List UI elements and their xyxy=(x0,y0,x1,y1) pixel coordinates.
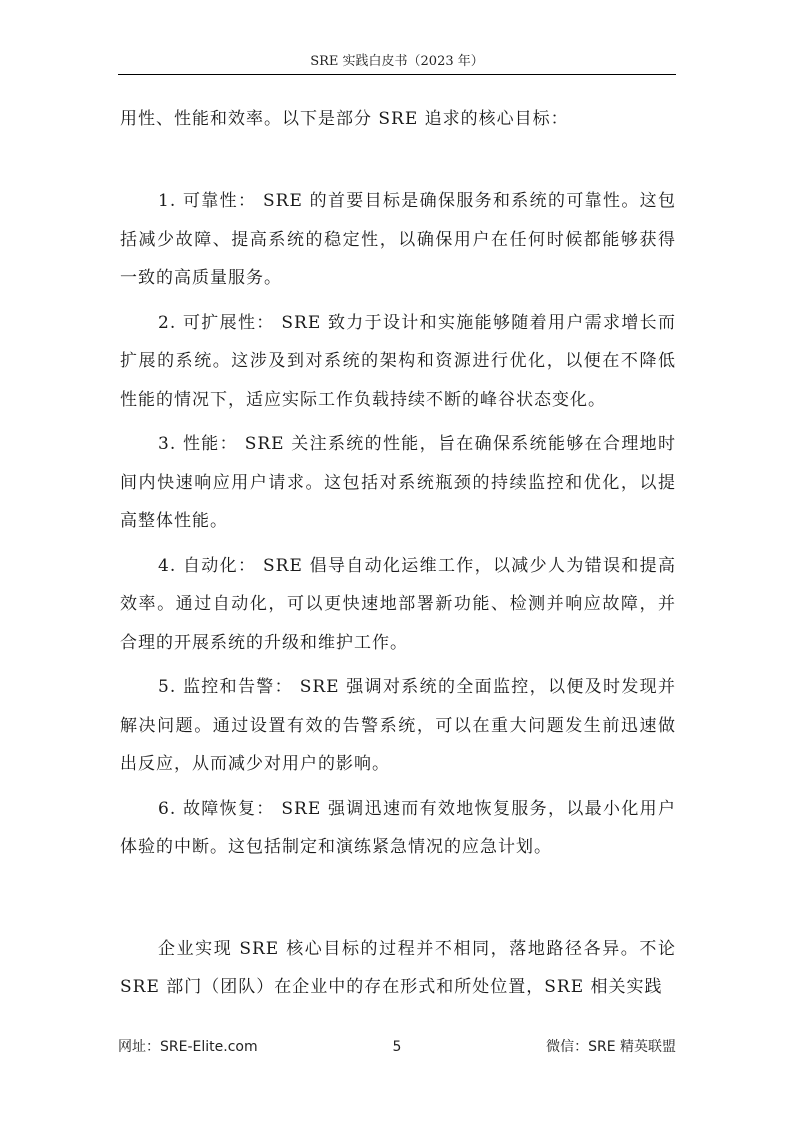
header-title: SRE 实践白皮书（2023 年） xyxy=(310,54,484,69)
footer-wechat: 微信：SRE 精英联盟 xyxy=(546,1039,676,1055)
goal-reliability: 1. 可靠性： SRE 的首要目标是确保服务和系统的可靠性。这包括减少故障、提高系统的稳定性，以确保用户在任何时候都能够获得一致的高质量服务。 xyxy=(120,191,676,288)
goal-automation: 4. 自动化： SRE 倡导自动化运维工作，以减少人为错误和提高效率。通过自动化，可以更快速地部署新功能、检测并响应故障，并合理的开展系统的升级和维护工作。 xyxy=(120,555,676,653)
goal-scalability: 2. 可扩展性： SRE 致力于设计和实施能够随着用户需求增长而扩展的系统。这涉及到对系统的架构和资源进行优化，以便在不降低性能的情况下，适应实际工作负载持续不断的峰谷状态变化。 xyxy=(120,312,676,410)
goal-fault-recovery: 6. 故障恢复： SRE 强调迅速而有效地恢复服务，以最小化用户体验的中断。这包括制定和演练紧急情况的应急计划。 xyxy=(120,798,676,857)
page-number: 5 xyxy=(392,1039,402,1055)
goal-performance: 3. 性能： SRE 关注系统的性能，旨在确保系统能够在合理地时间内快速响应用户请求。这包括对系统瓶颈的持续监控和优化，以提高整体性能。 xyxy=(120,434,676,531)
footer-website: 网址：SRE-Elite.com xyxy=(118,1039,258,1055)
page-header xyxy=(118,52,676,75)
core-goals-list xyxy=(120,182,676,873)
intro-paragraph: 用性、性能和效率。以下是部分 SRE 追求的核心目标： xyxy=(120,109,569,129)
page-footer xyxy=(118,1036,676,1058)
closing-paragraph: 企业实现 SRE 核心目标的过程并不相同，落地路径各异。不论 SRE 部门（团队）在企业中的存在形式和所处位置，SRE 相关实践 xyxy=(120,939,676,997)
goal-monitoring-alerting: 5. 监控和告警： SRE 强调对系统的全面监控，以便及时发现并解决问题。通过设置有效的告警系统，可以在重大问题发生前迅速做出反应，从而减少对用户的影响。 xyxy=(120,677,676,774)
